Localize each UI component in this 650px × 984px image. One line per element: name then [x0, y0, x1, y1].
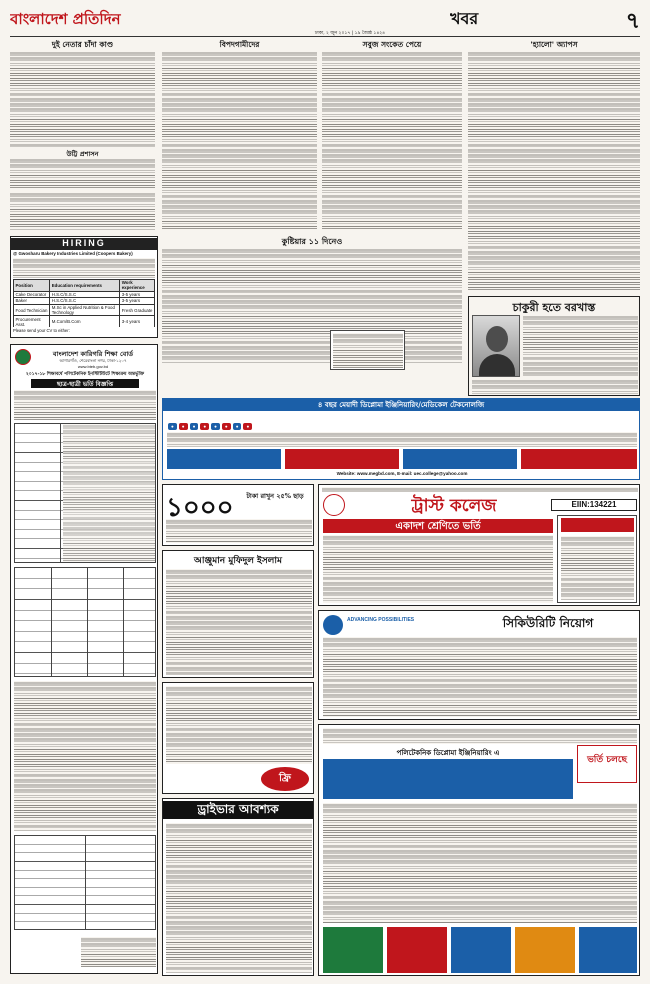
masthead-logo: বাংলাদেশ প্রতিদিন	[10, 10, 121, 28]
article-7-body	[523, 315, 638, 377]
cell: Procurement Asst.	[14, 316, 50, 327]
page-number: ৭	[625, 8, 640, 30]
cell: Fresh Graduate	[120, 304, 155, 316]
cell: H.S.C/S.S.C	[50, 291, 120, 298]
course-tag: ●	[168, 423, 177, 430]
article-5-headline: উট্টি প্রশাসন	[66, 150, 99, 158]
cell: Food Technician	[14, 304, 50, 316]
cell: Cake Decorator	[14, 291, 50, 298]
cell: 3-5 years	[120, 298, 155, 305]
cell: M.Com/B.Com	[50, 316, 120, 327]
board-website: www.bteb.gov.bd	[77, 364, 109, 369]
board-table-3	[14, 835, 156, 930]
table-row	[14, 298, 155, 305]
polytechnic-admission: ভর্তি চলছে	[587, 755, 627, 765]
board-title: বাংলাদেশ কারিগরি শিক্ষা বোর্ড	[52, 350, 134, 358]
security-title: সিকিউরিটি নিয়োগ	[502, 616, 594, 630]
training-ad	[162, 682, 314, 794]
free-badge	[261, 767, 309, 791]
logo-box	[579, 927, 637, 973]
cell: H.S.C/S.S.C	[50, 298, 120, 305]
article-2-body	[162, 51, 317, 231]
engineering-title: ৪ বছর মেয়াদী ডিপ্লোমা ইঞ্জিনিয়ারিং/মেডিকেল টেকনোলজি	[163, 399, 639, 411]
training-body	[166, 686, 312, 764]
driver-ad	[162, 798, 314, 976]
board-table-2-col	[123, 568, 124, 677]
masthead-section: খবর	[450, 9, 479, 28]
article-5-body	[10, 158, 155, 188]
polytechnic-ad	[318, 724, 640, 976]
board-subtitle: আগারগাঁও, শেরেবাংলা নগর, ঢাকা-১২০৭	[59, 358, 127, 363]
logo-box	[515, 927, 575, 973]
trust-eiin: EIIN:134221	[551, 499, 637, 511]
hiring-header: Work experience	[120, 280, 155, 292]
cell: M.Sc in Applied Nutrition & Food Technology	[50, 304, 120, 316]
course-tag: ●	[243, 423, 252, 430]
driver-body	[166, 823, 312, 973]
polytechnic-admission-badge	[577, 745, 637, 783]
board-table-1	[14, 423, 156, 563]
sale-text	[166, 519, 312, 543]
trust-admission: একাদশ শ্রেণিতে ভর্তি	[323, 519, 553, 533]
logo-box	[323, 927, 383, 973]
article-1-body	[10, 51, 155, 147]
date-line: ঢাকা, ২ জুন ২০১৭ | ১৯ জ্যৈষ্ঠ ১৪২৪	[314, 31, 386, 36]
engineering-courses	[167, 413, 637, 447]
table-row	[14, 316, 155, 327]
trust-logo	[323, 494, 345, 516]
table-row	[14, 304, 155, 316]
polytechnic-logos	[323, 927, 637, 973]
hiring-title: HIRING	[11, 238, 157, 250]
article-7-footer	[472, 379, 638, 394]
article-4-headline: 'হ্যালো' অ্যাপস	[530, 40, 578, 49]
course-tag: ●	[211, 423, 220, 430]
article-7	[468, 296, 640, 396]
hiring-company: @ Gwosharu Bakery Industries Limited (Coopers Bakery)	[13, 251, 133, 256]
board-table-2	[14, 567, 156, 677]
hiring-table	[13, 279, 155, 327]
board-table-1-text	[63, 424, 155, 563]
hiring-footer: Please send your CV to either:	[13, 328, 70, 333]
anjuman-title: আঞ্জুমান মুফিদুল ইসলাম	[194, 556, 282, 566]
article-5b-body	[10, 192, 155, 230]
polytechnic-title: পলিটেকনিক ডিপ্লোমা ইঞ্জিনিয়ারিং এ	[396, 748, 500, 757]
board-session: ২০১৭-১৮ শিক্ষাবর্ষে পলিটেকনিক ইনস্টিটিউটে শিক্ষাক্রম অন্তর্ভুক্তি	[25, 372, 145, 377]
course-tag: ●	[200, 423, 209, 430]
hiring-intro	[13, 258, 155, 278]
trust-title: ট্রাস্ট কলেজ	[411, 496, 497, 515]
college-box	[403, 449, 517, 469]
portrait-body	[479, 354, 515, 377]
polytechnic-top	[323, 728, 637, 744]
cell: 3-5 years	[120, 291, 155, 298]
board-emblem	[15, 349, 31, 365]
logo-box	[387, 927, 447, 973]
trust-college-ad	[318, 484, 640, 606]
article-6-inset-ad	[330, 330, 405, 370]
security-logo-mark	[323, 615, 343, 635]
sale-title: টাকা রাখুন ২৫% ছাড়	[246, 492, 304, 500]
course-tag: ●	[190, 423, 199, 430]
trust-badge	[561, 518, 634, 532]
portrait-photo	[472, 315, 520, 377]
board-notice	[10, 344, 158, 974]
article-6-headline: কুষ্টিয়ার ১১ দিনেও	[281, 236, 343, 246]
article-3-headline: সবুজ সংকেত পেয়ে	[362, 40, 422, 49]
hiring-header: Position	[14, 280, 50, 292]
course-tag: ●	[179, 423, 188, 430]
trust-top-line	[322, 487, 638, 492]
anjuman-ad	[162, 550, 314, 678]
college-box	[521, 449, 637, 469]
engineering-website: Website: www.megbd.com, E-mail: uec.college@yahoo.com	[336, 471, 468, 476]
polytechnic-names	[323, 759, 573, 799]
article-4-body	[468, 51, 640, 291]
board-table-3-col	[85, 836, 86, 930]
board-intro	[14, 390, 156, 420]
course-tag: ●	[233, 423, 242, 430]
engineering-course-list	[167, 432, 637, 447]
board-table-2-col	[51, 568, 52, 677]
logo-box	[451, 927, 511, 973]
article-7-headline: চাকুরী হতে বরখাস্ত	[512, 301, 596, 313]
board-signature	[81, 937, 156, 967]
hiring-ad	[10, 236, 158, 338]
polytechnic-subjects	[323, 803, 637, 923]
hiring-header: Education requirements	[50, 280, 120, 292]
masthead	[10, 6, 640, 32]
inset-ad-text	[333, 333, 403, 368]
trust-details	[323, 535, 553, 603]
engineering-ad	[162, 398, 640, 480]
portrait-head	[486, 326, 508, 352]
article-2-headline: বিপদগামীদের	[219, 40, 260, 49]
board-instructions	[14, 681, 156, 831]
free-label: ফ্রি	[279, 773, 291, 784]
driver-title: ড্রাইভার আবশ্যক	[163, 801, 313, 819]
article-3-body	[322, 51, 462, 231]
trust-contact-box	[557, 515, 637, 603]
board-table-2-col	[87, 568, 88, 677]
security-ad	[318, 610, 640, 720]
cell: Baker	[14, 298, 50, 305]
table-row	[14, 291, 155, 298]
cell: 3-4 years	[120, 316, 155, 327]
security-logo: ADVANCING POSSIBILITIES	[347, 617, 415, 623]
sale-ad	[162, 484, 314, 546]
board-table-1-divider	[60, 424, 61, 563]
college-box	[285, 449, 399, 469]
anjuman-body	[166, 569, 312, 675]
security-body	[323, 637, 637, 717]
college-box	[167, 449, 281, 469]
article-1-headline: দুই নেতার চাঁদা কাণ্ড	[51, 40, 114, 49]
article-6-body	[162, 248, 462, 363]
hiring-table-wrap	[13, 279, 155, 327]
board-notice-title: ছাত্র-ছাত্রী ভর্তি বিজ্ঞপ্তি	[31, 379, 139, 388]
masthead-rule	[10, 36, 640, 37]
course-tag: ●	[222, 423, 231, 430]
engineering-college-boxes	[167, 449, 637, 469]
sale-number: ১০০০	[166, 493, 234, 517]
trust-phone-list	[561, 536, 634, 600]
